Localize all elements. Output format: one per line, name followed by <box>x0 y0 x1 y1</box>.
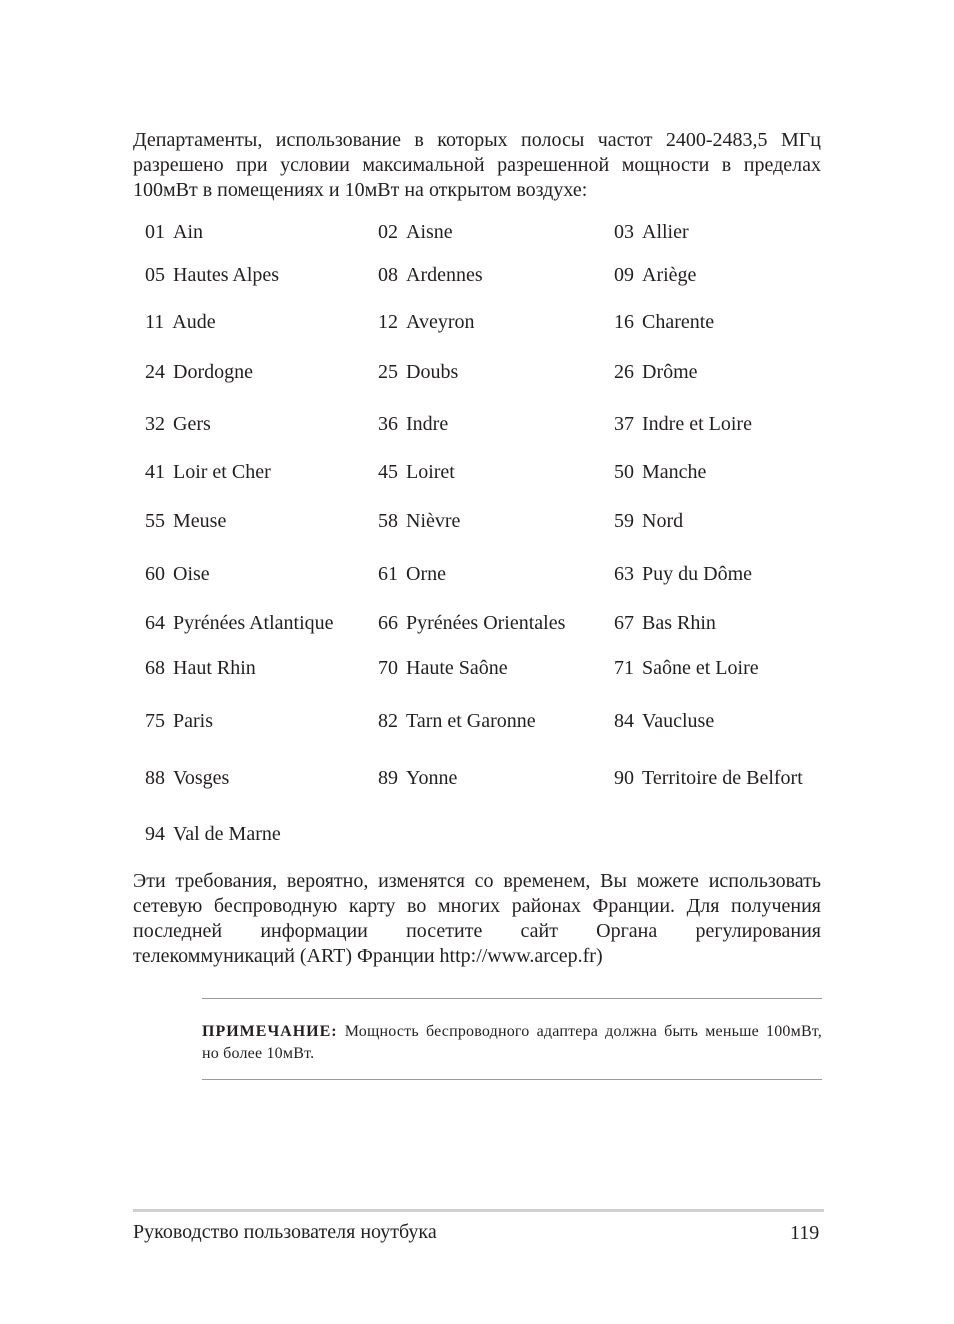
list-item <box>614 656 759 680</box>
department-name: Indre et Loire <box>642 413 752 435</box>
department-code: 59 <box>614 510 634 532</box>
department-code: 82 <box>378 710 398 732</box>
list-item <box>378 412 448 436</box>
list-item <box>378 709 536 733</box>
department-code: 68 <box>145 657 165 679</box>
department-code: 55 <box>145 510 165 532</box>
department-code: 36 <box>378 413 398 435</box>
footer-title: Руководство пользователя ноутбука <box>133 1221 437 1243</box>
list-item <box>614 709 714 733</box>
department-name: Orne <box>406 563 446 585</box>
department-code: 24 <box>145 361 165 383</box>
note-top-divider <box>202 998 822 999</box>
list-item <box>614 460 706 484</box>
list-item <box>614 360 698 384</box>
note-box <box>202 1021 822 1065</box>
department-code: 89 <box>378 767 398 789</box>
department-name: Meuse <box>173 510 227 532</box>
list-item <box>378 562 446 586</box>
page-number: 119 <box>790 1222 820 1244</box>
department-code: 71 <box>614 657 634 679</box>
department-code: 60 <box>145 563 165 585</box>
list-item <box>614 263 696 287</box>
department-name: Nièvre <box>406 510 461 532</box>
department-name: Hautes Alpes <box>173 264 280 286</box>
list-item <box>614 509 683 533</box>
department-code: 67 <box>614 612 634 634</box>
department-code: 12 <box>378 311 398 333</box>
footer-divider <box>133 1209 824 1212</box>
department-code: 11 <box>145 311 165 333</box>
department-code: 70 <box>378 657 398 679</box>
department-name: Aisne <box>406 221 453 243</box>
list-item <box>378 611 565 635</box>
department-code: 66 <box>378 612 398 634</box>
department-name: Val de Marne <box>173 823 281 845</box>
department-name: Puy du Dôme <box>642 563 752 585</box>
department-name: Haute Saône <box>406 657 508 679</box>
department-name: Vosges <box>173 767 230 789</box>
list-item <box>145 412 211 436</box>
intro-paragraph: Департаменты, использование в которых полосы частот 2400-2483,5 МГц разрешено при условии максимальной разрешенной мощности в пределах 100мВт в помещениях и 10мВт на открытом воздухе: <box>133 129 821 201</box>
list-item <box>378 360 458 384</box>
department-code: 37 <box>614 413 634 435</box>
department-code: 45 <box>378 461 398 483</box>
list-item <box>614 220 689 244</box>
department-name: Loiret <box>406 461 455 483</box>
list-item <box>378 263 483 287</box>
department-code: 64 <box>145 612 165 634</box>
list-item <box>145 766 229 790</box>
department-name: Aude <box>172 311 216 333</box>
department-code: 08 <box>378 264 398 286</box>
department-name: Pyrénées Atlantique <box>173 612 334 634</box>
list-item <box>378 766 457 790</box>
department-code: 94 <box>145 823 165 845</box>
department-name: Tarn et Garonne <box>406 710 536 732</box>
department-code: 02 <box>378 221 398 243</box>
department-name: Indre <box>406 413 449 435</box>
department-name: Doubs <box>406 361 459 383</box>
list-item <box>614 562 752 586</box>
department-name: Nord <box>642 510 684 532</box>
department-name: Dordogne <box>173 361 253 383</box>
note-text: Мощность беспроводного адаптера должна быть меньше 100мВт, но более 10мВт. <box>202 1023 823 1062</box>
list-item <box>145 360 253 384</box>
department-name: Oise <box>173 563 210 585</box>
list-item <box>378 509 460 533</box>
department-name: Yonne <box>406 767 458 789</box>
department-code: 05 <box>145 264 165 286</box>
list-item <box>145 562 210 586</box>
department-code: 84 <box>614 710 634 732</box>
department-code: 01 <box>145 221 165 243</box>
department-name: Saône et Loire <box>642 657 759 679</box>
list-item <box>145 709 213 733</box>
list-item <box>145 310 216 334</box>
department-name: Allier <box>642 221 689 243</box>
list-item <box>145 611 334 635</box>
department-code: 61 <box>378 563 398 585</box>
department-name: Gers <box>173 413 211 435</box>
department-code: 58 <box>378 510 398 532</box>
department-code: 32 <box>145 413 165 435</box>
department-code: 88 <box>145 767 165 789</box>
list-item <box>614 412 752 436</box>
department-name: Ariège <box>642 264 697 286</box>
list-item <box>145 822 281 846</box>
note-label: ПРИМЕЧАНИЕ: <box>202 1023 338 1040</box>
department-code: 41 <box>145 461 165 483</box>
department-name: Pyrénées Orientales <box>406 612 566 634</box>
list-item <box>145 656 256 680</box>
department-code: 26 <box>614 361 634 383</box>
department-name: Charente <box>642 311 715 333</box>
list-item <box>614 310 714 334</box>
department-name: Ardennes <box>406 264 483 286</box>
list-item <box>145 509 226 533</box>
department-code: 16 <box>614 311 634 333</box>
department-name: Aveyron <box>406 311 475 333</box>
department-code: 03 <box>614 221 634 243</box>
department-name: Paris <box>173 710 213 732</box>
list-item <box>614 611 716 635</box>
list-item <box>378 220 453 244</box>
department-name: Drôme <box>642 361 698 383</box>
department-name: Bas Rhin <box>642 612 716 634</box>
department-code: 25 <box>378 361 398 383</box>
department-name: Territoire de Belfort <box>642 767 803 789</box>
department-code: 63 <box>614 563 634 585</box>
department-code: 09 <box>614 264 634 286</box>
list-item <box>614 766 803 790</box>
department-code: 90 <box>614 767 634 789</box>
list-item <box>145 220 203 244</box>
department-name: Manche <box>642 461 707 483</box>
department-name: Vaucluse <box>642 710 715 732</box>
department-name: Ain <box>173 221 203 243</box>
department-code: 75 <box>145 710 165 732</box>
list-item <box>145 263 279 287</box>
list-item <box>378 460 455 484</box>
list-item <box>145 460 271 484</box>
closing-paragraph: Эти требования, вероятно, изменятся со временем, Вы можете использовать сетевую беспроводную карту во многих районах Франции. Для получения последней информации посетите сайт Органа регулирования телекоммуникаций (ART) Франции http://www.arcep.fr) <box>133 870 821 967</box>
list-item <box>378 656 508 680</box>
department-name: Haut Rhin <box>173 657 256 679</box>
department-code: 50 <box>614 461 634 483</box>
list-item <box>378 310 475 334</box>
note-bottom-divider <box>202 1079 822 1080</box>
department-name: Loir et Cher <box>173 461 271 483</box>
